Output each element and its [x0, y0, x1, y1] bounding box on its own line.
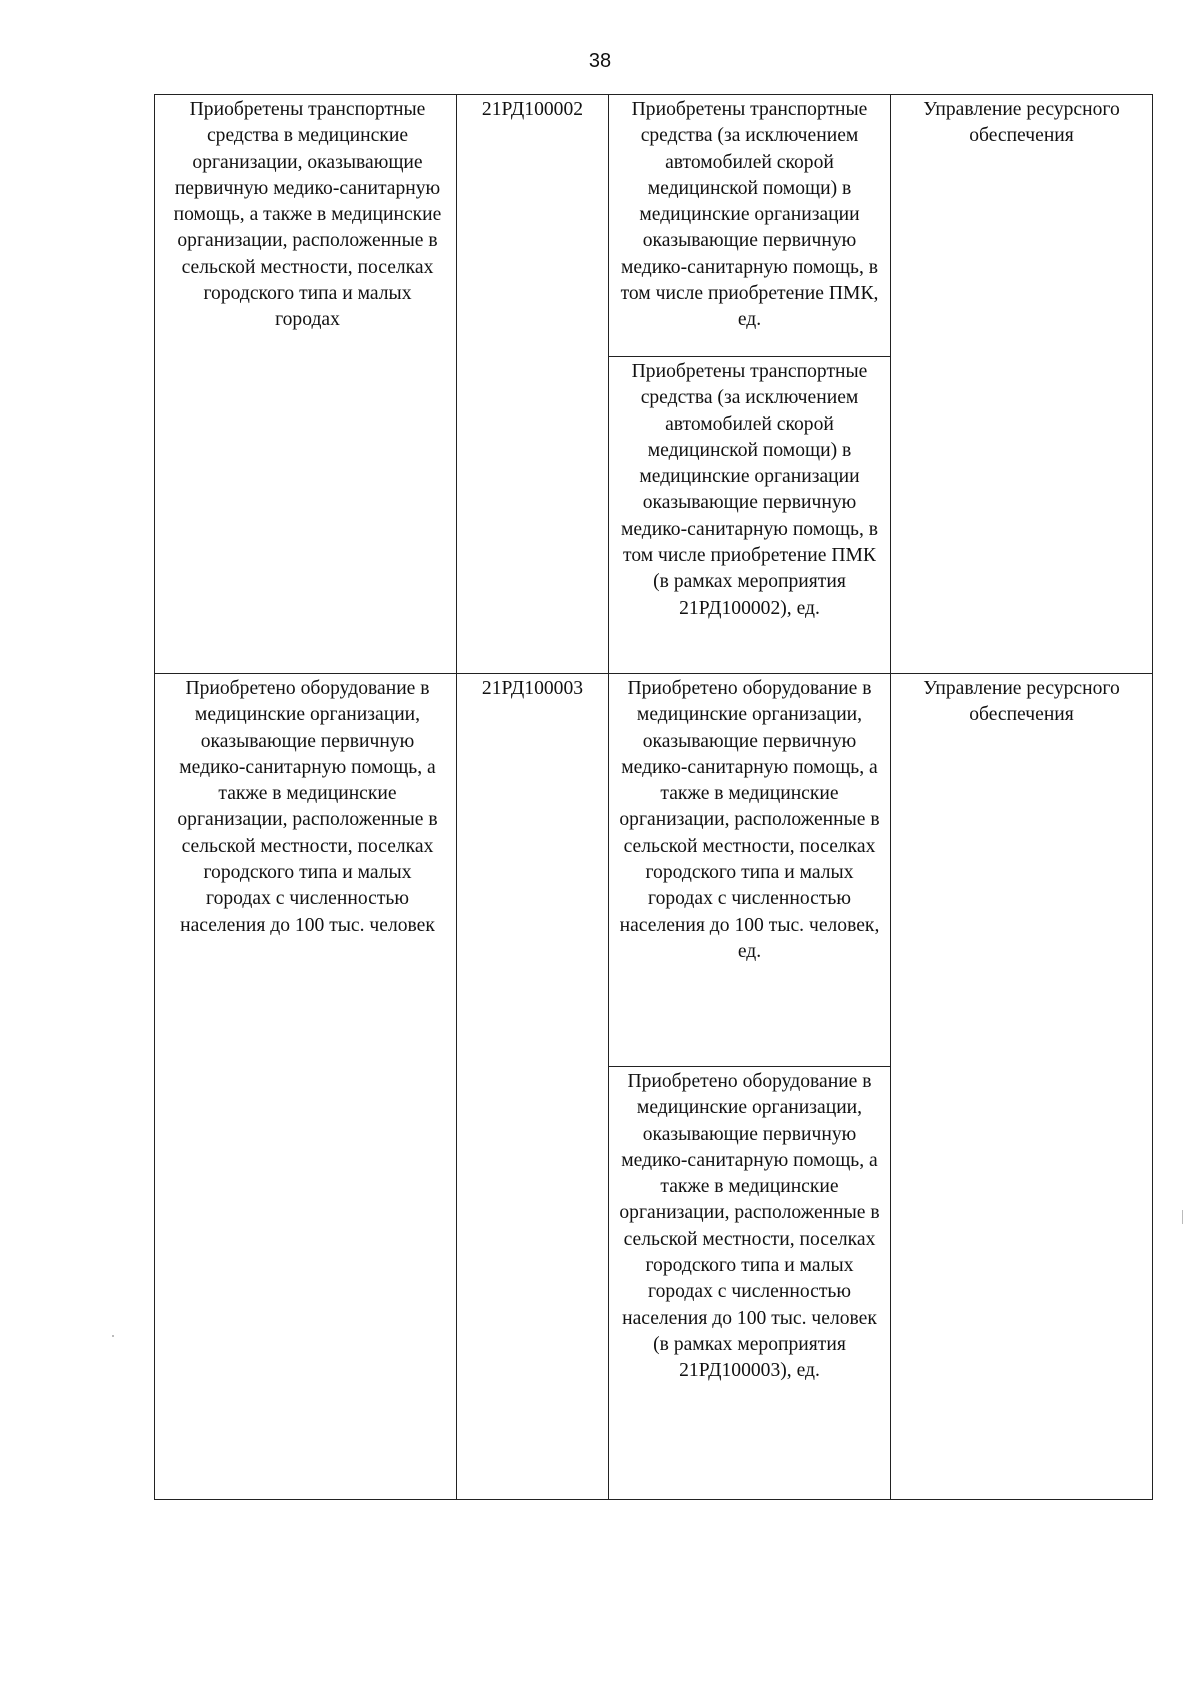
- scan-speck: [112, 1335, 114, 1337]
- responsible-cell: Управление ресурсного обеспечения: [891, 95, 1153, 674]
- indicator-cell: Приобретено оборудование в медицинские организации, оказывающие первичную медико-санитарную помощь, а также в медицинские организации, расположенные в сельской местности, поселках городского типа и малых городах с численностью населения до 100 тыс. человек, ед.: [609, 674, 891, 1067]
- page-number: 38: [588, 50, 612, 72]
- indicator-cell: Приобретено оборудование в медицинские организации, оказывающие первичную медико-санитарную помощь, а также в медицинские организации, расположенные в сельской местности, поселках городского типа и малых городах с численностью населения до 100 тыс. человек (в рамках мероприятия 21РД100003), ед.: [609, 1067, 891, 1500]
- scan-speck: [1182, 1210, 1183, 1224]
- indicator-cell: Приобретены транспортные средства (за исключением автомобилей скорой медицинской помощи) в медицинские организации оказывающие первичную медико-санитарную помощь, в том числе приобретение ПМК (в рамках мероприятия 21РД100002), ед.: [609, 357, 891, 674]
- result-cell: Приобретено оборудование в медицинские организации, оказывающие первичную медико-санитарную помощь, а также в медицинские организации, расположенные в сельской местности, поселках городского типа и малых городах с численностью населения до 100 тыс. человек: [155, 674, 457, 1500]
- indicator-cell: Приобретены транспортные средства (за исключением автомобилей скорой медицинской помощи) в медицинские организации оказывающие первичную медико-санитарную помощь, в том числе приобретение ПМК, ед.: [609, 95, 891, 357]
- code-cell: 21РД100003: [457, 674, 609, 1500]
- table-row: [155, 95, 1153, 357]
- measures-table: [154, 94, 1153, 1500]
- responsible-cell: Управление ресурсного обеспечения: [891, 674, 1153, 1500]
- table-row: [155, 674, 1153, 1067]
- code-cell: 21РД100002: [457, 95, 609, 674]
- result-cell: Приобретены транспортные средства в медицинские организации, оказывающие первичную медико-санитарную помощь, а также в медицинские организации, расположенные в сельской местности, поселках городского типа и малых городах: [155, 95, 457, 674]
